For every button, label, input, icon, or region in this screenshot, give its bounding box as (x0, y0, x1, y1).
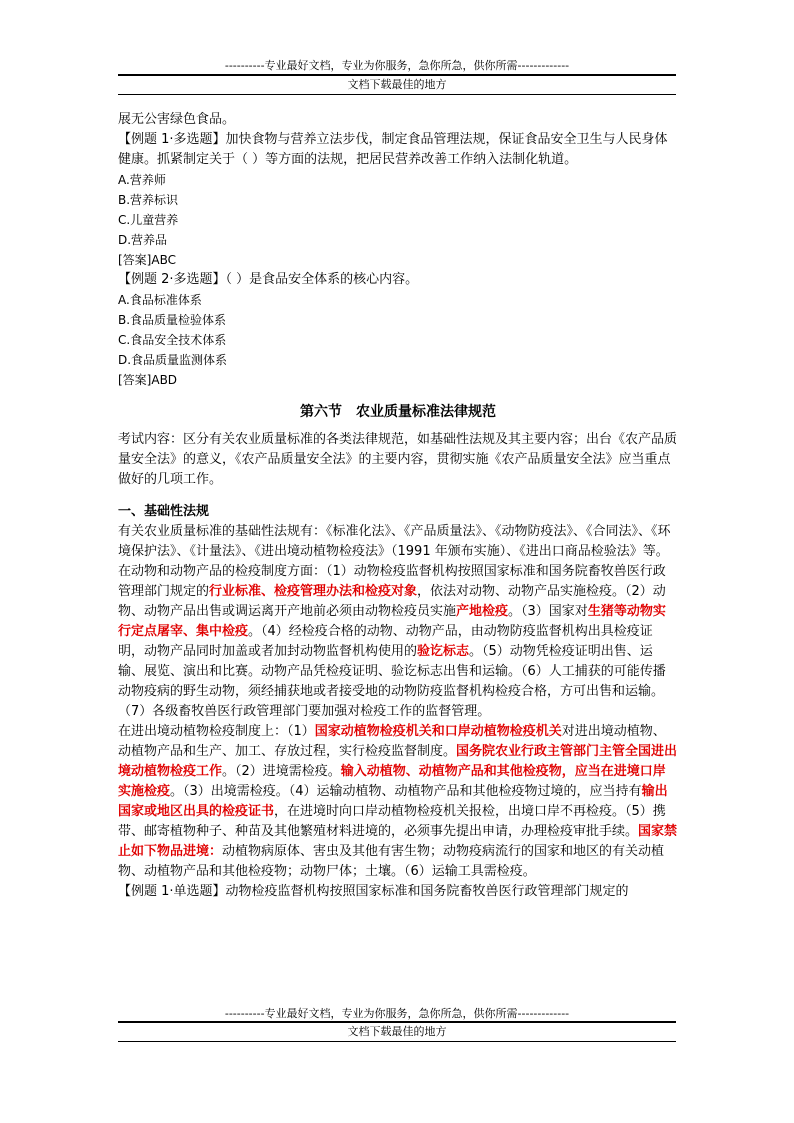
footer-rule-top (118, 1021, 676, 1023)
text-run: 。（4）经检疫合格的动物、动物产品，由动物防疫监督机构出具检疫证明，动物产品同时加盖或者加封动物监督机构使用的 (118, 624, 653, 659)
text-run: ，在进境时向口岸动植物检疫机关报检，出境口岸不再检疫。（5）携带、邮寄植物种子、种苗及其他繁殖材料进境的，必须事先提出申请，办理检疫审批手续。 (118, 804, 666, 839)
highlight-text: 输出国家或地区出具的检疫证书 (118, 784, 668, 819)
subsection-heading: 一、基础性法规 (118, 504, 210, 519)
example-1-answer: [答案]ABC (118, 253, 176, 267)
text-run: 在动物和动物产品的检疫制度方面：（1）动物检疫监督机构按照国家标准和国务院畜牧兽医行政管理部门规定的 (118, 564, 666, 599)
example-1-option-d: D.营养品 (118, 233, 168, 247)
footer-slogan: ----------专业最好文档，专业为你服务，急你所急，供你所需------------- (224, 1007, 570, 1020)
paragraph-animal-quarantine (118, 562, 678, 722)
example-1-question: 【例题 1·多选题】加快食物与营养立法步伐，制定食品管理法规，保证食品安全卫生与人民身体健康。抓紧制定关于（ ）等方面的法规，把居民营养改善工作纳入法制化轨道。 (118, 132, 668, 167)
example-1-option-a: A.营养师 (118, 173, 166, 187)
text-run: 。（3）国家对 (508, 604, 588, 619)
header-slogan: ----------专业最好文档，专业为你服务，急你所急，供你所需------------- (224, 59, 570, 72)
highlight-text: 验讫标志 (417, 644, 470, 659)
example-2-option-b: B.食品质量检验体系 (118, 313, 227, 327)
example-last-question: 【例题 1·单选题】动物检疫监督机构按照国家标准和国务院畜牧兽医行政管理部门规定的 (118, 884, 629, 899)
highlight-text: 生猪等动物实行定点屠宰、集中检疫 (118, 604, 666, 639)
example-1-option-b: B.营养标识 (118, 193, 179, 207)
intro-line: 展无公害绿色食品。 (118, 112, 236, 127)
document-body (118, 110, 678, 902)
exam-content: 考试内容：区分有关农业质量标准的各类法律规范，如基础性法规及其主要内容；出台《农产品质量安全法》的意义，《农产品质量安全法》的主要内容，贯彻实施《农产品质量安全法》应当重点做好的几项工作。 (118, 432, 678, 487)
text-run: 对进出境动植物、动植物产品和生产、加工、存放过程，实行检疫监督制度。 (118, 724, 666, 759)
header-subtitle: 文档下载最佳的地方 (347, 78, 447, 91)
text-run: 。（3）出境需检疫。（4）运输动植物、动植物产品和其他检疫物过境的，应当持有 (170, 784, 642, 799)
header-rule-bottom (118, 94, 676, 95)
example-2-option-a: A.食品标准体系 (118, 293, 202, 307)
highlight-text: 国家动植物检疫机关和口岸动植物检疫机关 (314, 724, 562, 739)
highlight-text: 产地检疫 (456, 604, 509, 619)
header-rule-top (118, 74, 676, 76)
example-2-option-c: C.食品安全技术体系 (118, 333, 227, 347)
example-2-question: 【例题 2·多选题】（ ）是食品安全体系的核心内容。 (118, 272, 419, 287)
text-run: 。（2）进境需检疫。 (222, 764, 341, 779)
example-2-option-d: D.食品质量监测体系 (118, 353, 228, 367)
highlight-text: 行业标准、检疫管理办法和检疫对象 (209, 584, 418, 599)
text-run: 。（5）动物凭检疫证明出售、运输、展览、演出和比赛。动物产品凭检疫证明、验讫标志出售和运输。（6）人工捕获的可能传播动物疫病的野生动物，须经捕获地或者接受地的动物防疫监督机构检疫合格，方可出售和运输。（7）各级畜牧兽医行政管理部门要加强对检疫工作的监督管理。 (118, 644, 666, 719)
paragraph-basic-laws: 有关农业质量标准的基础性法规有：《标准化法》、《产品质量法》、《动物防疫法》、《合同法》、《环境保护法》、《计量法》、《进出境动植物检疫法》（1991 年颁布实施）、《进出口商品检验法》等。 (118, 524, 671, 559)
text-run: 在进出境动植物检疫制度上：（1） (118, 724, 315, 739)
example-1-option-c: C.儿童营养 (118, 213, 179, 227)
text-run: 动植物病原体、害虫及其他有害生物；动物疫病流行的国家和地区的有关动植物、动植物产品和其他检疫物；动物尸体；土壤。（6）运输工具需检疫。 (118, 844, 665, 879)
section-title: 第六节 农业质量标准法律规范 (300, 404, 496, 420)
text-run: ，依法对动物、动物产品实施检疫。（2）动物、动物产品出售或调运离开产地前必须由动物检疫员实施 (118, 584, 666, 619)
footer-rule-bottom (118, 1041, 676, 1042)
highlight-text: 输入动植物、动植物产品和其他检疫物，应当在进境口岸实施检疫 (118, 764, 666, 799)
example-2-answer: [答案]ABD (118, 373, 178, 387)
paragraph-border-quarantine (118, 722, 678, 882)
highlight-text: 国务院农业行政主管部门主管全国进出境动植物检疫工作 (118, 744, 678, 779)
footer-subtitle: 文档下载最佳的地方 (347, 1025, 447, 1038)
highlight-text: 国家禁止如下物品进境： (118, 824, 678, 859)
